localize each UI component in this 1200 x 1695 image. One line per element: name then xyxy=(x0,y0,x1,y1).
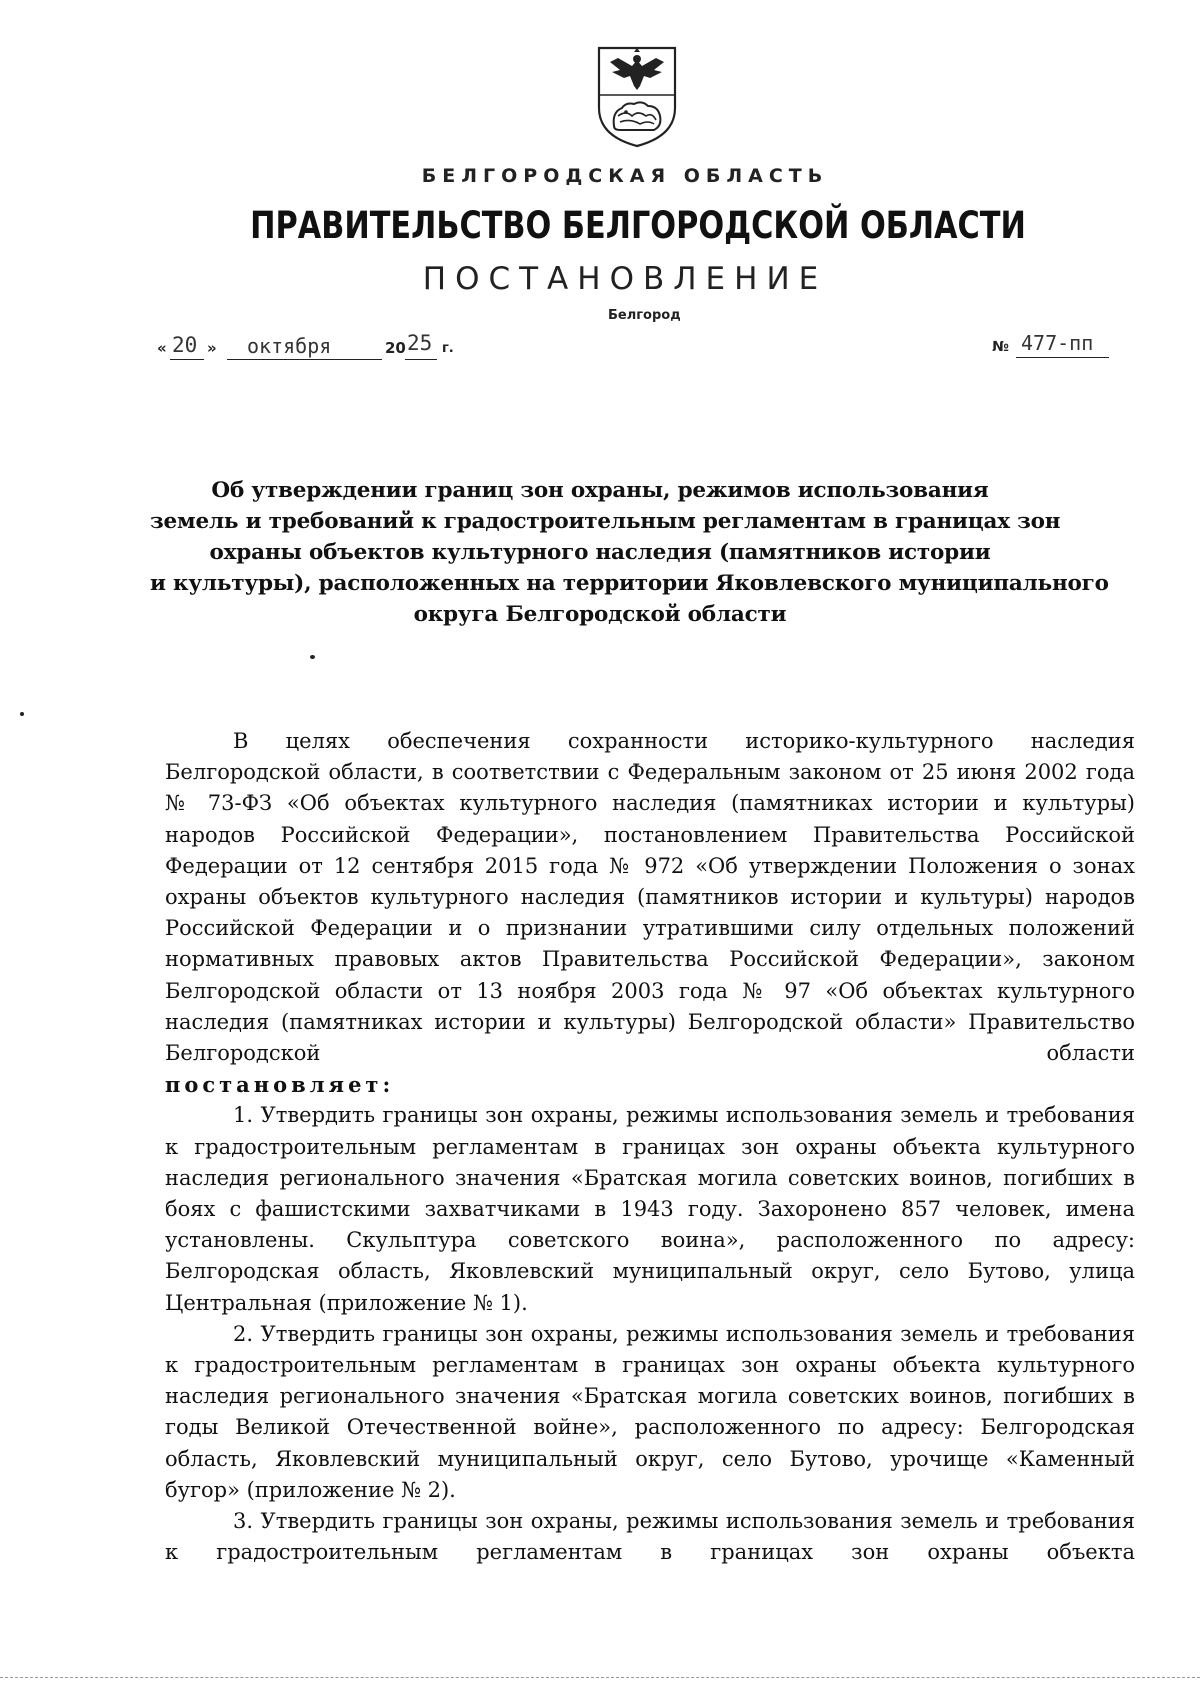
title-line: охраны объектов культурного наследия (памятников истории xyxy=(209,540,991,565)
title-line: земель и требований к градостроительным регламентам в границах зон xyxy=(150,509,1061,534)
clause-paragraph: 3. Утвердить границы зон охраны, режимы использования земель и требования к градостроительным регламентам в границах зон охраны объекта xyxy=(165,1509,1135,1565)
date-day-underline xyxy=(170,359,204,360)
date-close-quote: » xyxy=(207,339,217,357)
government-heading: ПРАВИТЕЛЬСТВО БЕЛГОРОДСКОЙ ОБЛАСТИ xyxy=(250,204,1026,247)
resolves-keyword: постановляет: xyxy=(165,1072,395,1098)
title-line: округа Белгородской области xyxy=(413,602,787,627)
scan-speck xyxy=(20,712,24,716)
document-type-heading: ПОСТАНОВЛЕНИЕ xyxy=(422,261,828,297)
preamble-paragraph: В целях обеспечения сохранности историко-культурного наследия Белгородской области, в соответствии с Федеральным законом от 25 июня 2002 года № 73-ФЗ «Об объектах культурного наследия (памятниках истории и культуры) народов Российской Федерации», постановлением Правительства Российской Федерации от 12 сентября 2015 года № 972 «Об утверждении Положения о зонах охраны объектов культурного наследия (памятников истории и культуры) народов Российской Федерации и о признании утратившими силу отдельных положений нормативных правовых актов Правительства Российской Федерации», законом Белгородской области от 13 ноября 2003 года № 97 «Об объектах культурного наследия (памятниках истории и культуры) Белгородской области» Правительство Белгородской области xyxy=(165,729,1135,1066)
coat-of-arms-icon xyxy=(596,46,678,148)
document-number-label: № xyxy=(992,339,1009,355)
document-number-underline xyxy=(1016,357,1109,358)
date-day: 20 xyxy=(172,333,198,357)
document-title xyxy=(150,475,1109,630)
date-month-underline xyxy=(227,359,382,360)
document-body xyxy=(165,726,1135,1568)
date-month: октября xyxy=(247,334,332,358)
clause-paragraph: 2. Утвердить границы зон охраны, режимы использования земель и требования к градостроительным регламентам в границах зон охраны объекта культурного наследия регионального значения «Братская могила советских воинов, погибших в годы Великой Отечественной войне», расположенного по адресу: Белгородская область, Яковлевский муниципальный округ, село Бутово, урочище «Каменный бугор» (приложение № 2). xyxy=(165,1321,1135,1502)
scan-edge-line xyxy=(0,1677,1200,1678)
date-year-prefix: 20 xyxy=(385,339,406,357)
date-open-quote: « xyxy=(157,339,167,357)
title-line: Об утверждении границ зон охраны, режимов использования xyxy=(211,478,989,503)
date-year-mark: г. xyxy=(442,341,454,356)
clause-paragraph: 1. Утвердить границы зон охраны, режимы использования земель и требования к градостроительным регламентам в границах зон охраны объекта культурного наследия регионального значения «Братская могила советских воинов, погибших в боях с фашистскими захватчиками в 1943 году. Захоронено 857 человек, имена установлены. Скульптура советского воина», расположенного по адресу: Белгородская область, Яковлевский муниципальный округ, село Бутово, улица Центральная (приложение № 1). xyxy=(165,1103,1135,1315)
city-label: Белгород xyxy=(608,308,681,323)
date-year-suffix: 25 xyxy=(407,331,433,355)
region-heading: БЕЛГОРОДСКАЯ ОБЛАСТЬ xyxy=(421,165,829,187)
document-number: 477-пп xyxy=(1021,331,1094,355)
scan-speck xyxy=(310,655,315,659)
date-year-underline xyxy=(405,359,437,360)
title-line: и культуры), расположенных на территории Яковлевского муниципального xyxy=(150,571,1109,596)
